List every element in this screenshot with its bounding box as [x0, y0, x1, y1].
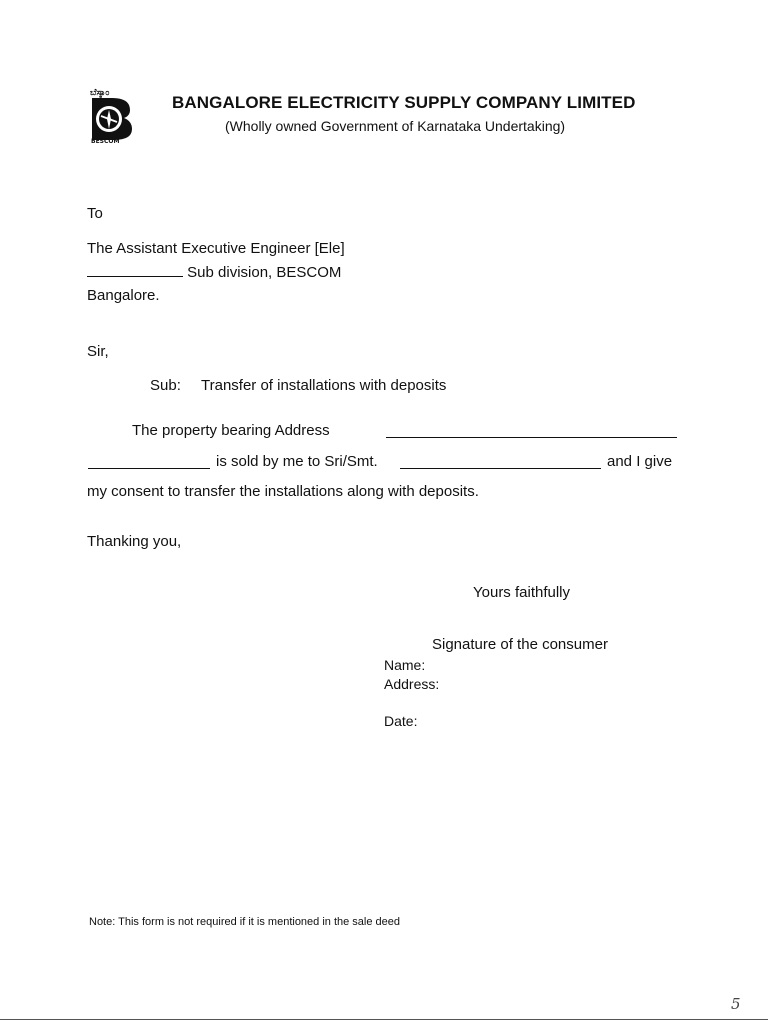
svg-text:BESCOM: BESCOM: [91, 138, 120, 144]
paragraph-line-2-end: and I give: [607, 453, 673, 470]
address-label: Address:: [384, 676, 440, 692]
bescom-logo-icon: [88, 86, 136, 144]
address-blank-2: [88, 468, 210, 469]
address-blank-1: [386, 437, 677, 438]
buyer-name-blank: [400, 468, 601, 469]
page-number: 5: [731, 995, 741, 1013]
company-title: BANGALORE ELECTRICITY SUPPLY COMPANY LIMITED: [172, 93, 636, 112]
subdivision-line: [87, 264, 341, 281]
to-label: To: [87, 205, 103, 222]
addressee-title: The Assistant Executive Engineer [Ele]: [87, 240, 345, 257]
name-label: Name:: [384, 657, 426, 673]
paragraph-line-2-mid: is sold by me to Sri/Smt.: [216, 453, 378, 470]
bescom-logo: [88, 86, 136, 144]
paragraph-line-3: my consent to transfer the installations along with deposits.: [87, 483, 479, 500]
closing-thanks: Thanking you,: [87, 533, 182, 550]
salutation: Sir,: [87, 343, 109, 360]
subject-text: Transfer of installations with deposits: [201, 377, 447, 394]
svg-text:ಬೆಸ್ಕಾಂ: ಬೆಸ್ಕಾಂ: [90, 88, 110, 98]
subject-label: Sub:: [150, 377, 181, 394]
city-line: Bangalore.: [87, 287, 160, 304]
footer-note: Note: This form is not required if it is mentioned in the sale deed: [89, 916, 401, 928]
subdivision-text: Sub division, BESCOM: [187, 264, 342, 281]
yours-faithfully: Yours faithfully: [473, 584, 571, 601]
signature-label: Signature of the consumer: [432, 636, 608, 653]
bottom-rule: [0, 1019, 768, 1020]
subdivision-blank: [87, 275, 183, 277]
paragraph-line-1: The property bearing Address: [132, 422, 330, 439]
date-label: Date:: [384, 713, 418, 729]
company-subtitle: (Wholly owned Government of Karnataka Undertaking): [225, 118, 566, 134]
